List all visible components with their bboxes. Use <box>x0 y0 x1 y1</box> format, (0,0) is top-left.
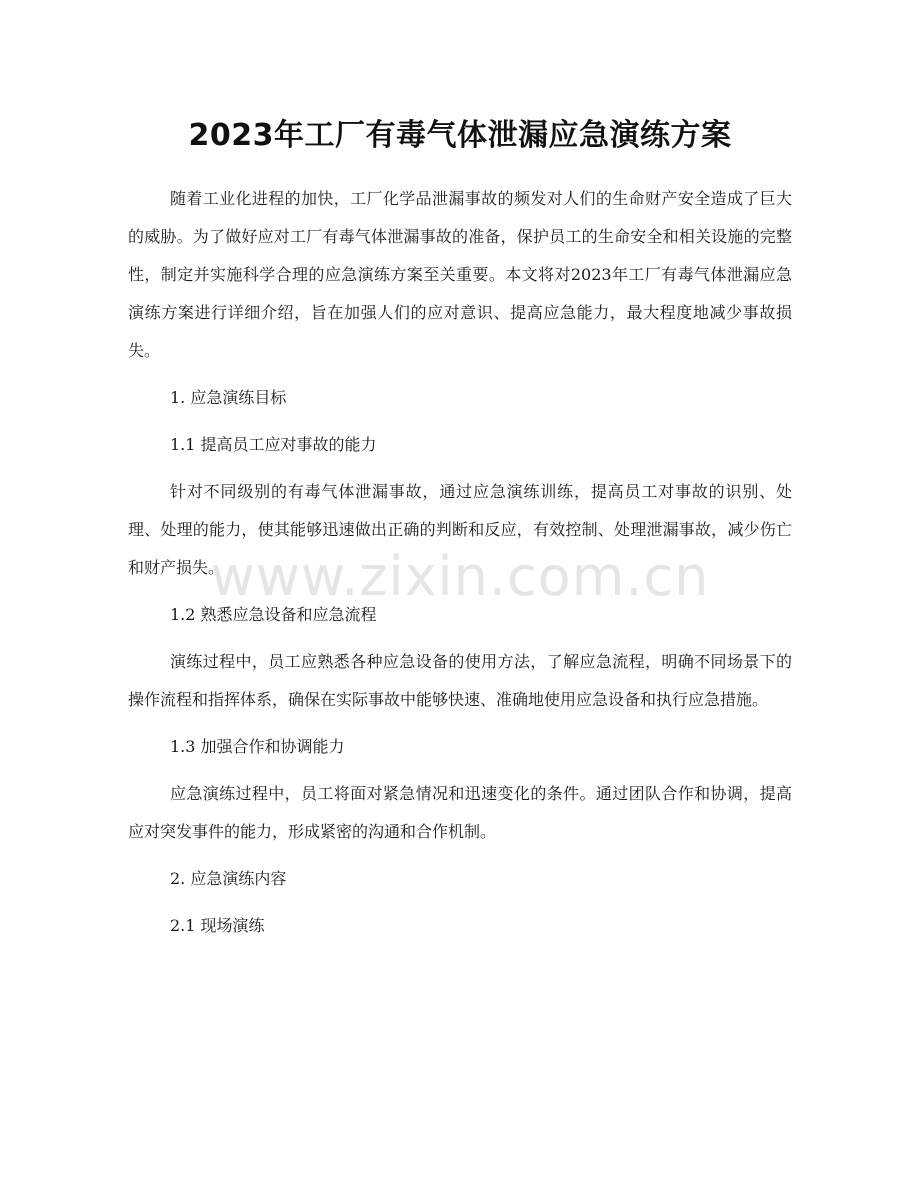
section-1-3-paragraph: 应急演练过程中，员工将面对紧急情况和迅速变化的条件。通过团队合作和协调，提高应对突发事件的能力，形成紧密的沟通和合作机制。 <box>128 784 792 841</box>
watermark: www.zixin.com.cn <box>210 545 710 608</box>
section-1-3-heading: 1.3 加强合作和协调能力 <box>170 737 345 756</box>
document-body <box>128 180 792 954</box>
section-2-heading: 2. 应急演练内容 <box>170 869 287 888</box>
document-title: 2023年工厂有毒气体泄漏应急演练方案 <box>188 118 732 153</box>
section-1-1-heading: 1.1 提高员工应对事故的能力 <box>170 435 377 454</box>
section-1-2-heading: 1.2 熟悉应急设备和应急流程 <box>170 605 377 624</box>
section-1-1-paragraph: 针对不同级别的有毒气体泄漏事故，通过应急演练训练，提高员工对事故的识别、处理、处理的能力，使其能够迅速做出正确的判断和反应，有效控制、处理泄漏事故，减少伤亡和财产损失。 <box>128 482 792 577</box>
section-2-1-heading: 2.1 现场演练 <box>170 916 265 935</box>
intro-paragraph: 随着工业化进程的加快，工厂化学品泄漏事故的频发对人们的生命财产安全造成了巨大的威胁。为了做好应对工厂有毒气体泄漏事故的准备，保护员工的生命安全和相关设施的完整性，制定并实施科学合理的应急演练方案至关重要。本文将对2023年工厂有毒气体泄漏应急演练方案进行详细介绍，旨在加强人们的应对意识、提高应急能力，最大程度地减少事故损失。 <box>128 189 792 360</box>
section-1-2-paragraph: 演练过程中，员工应熟悉各种应急设备的使用方法，了解应急流程，明确不同场景下的操作流程和指挥体系，确保在实际事故中能够快速、准确地使用应急设备和执行应急措施。 <box>128 652 792 709</box>
section-1-heading: 1. 应急演练目标 <box>170 388 287 407</box>
